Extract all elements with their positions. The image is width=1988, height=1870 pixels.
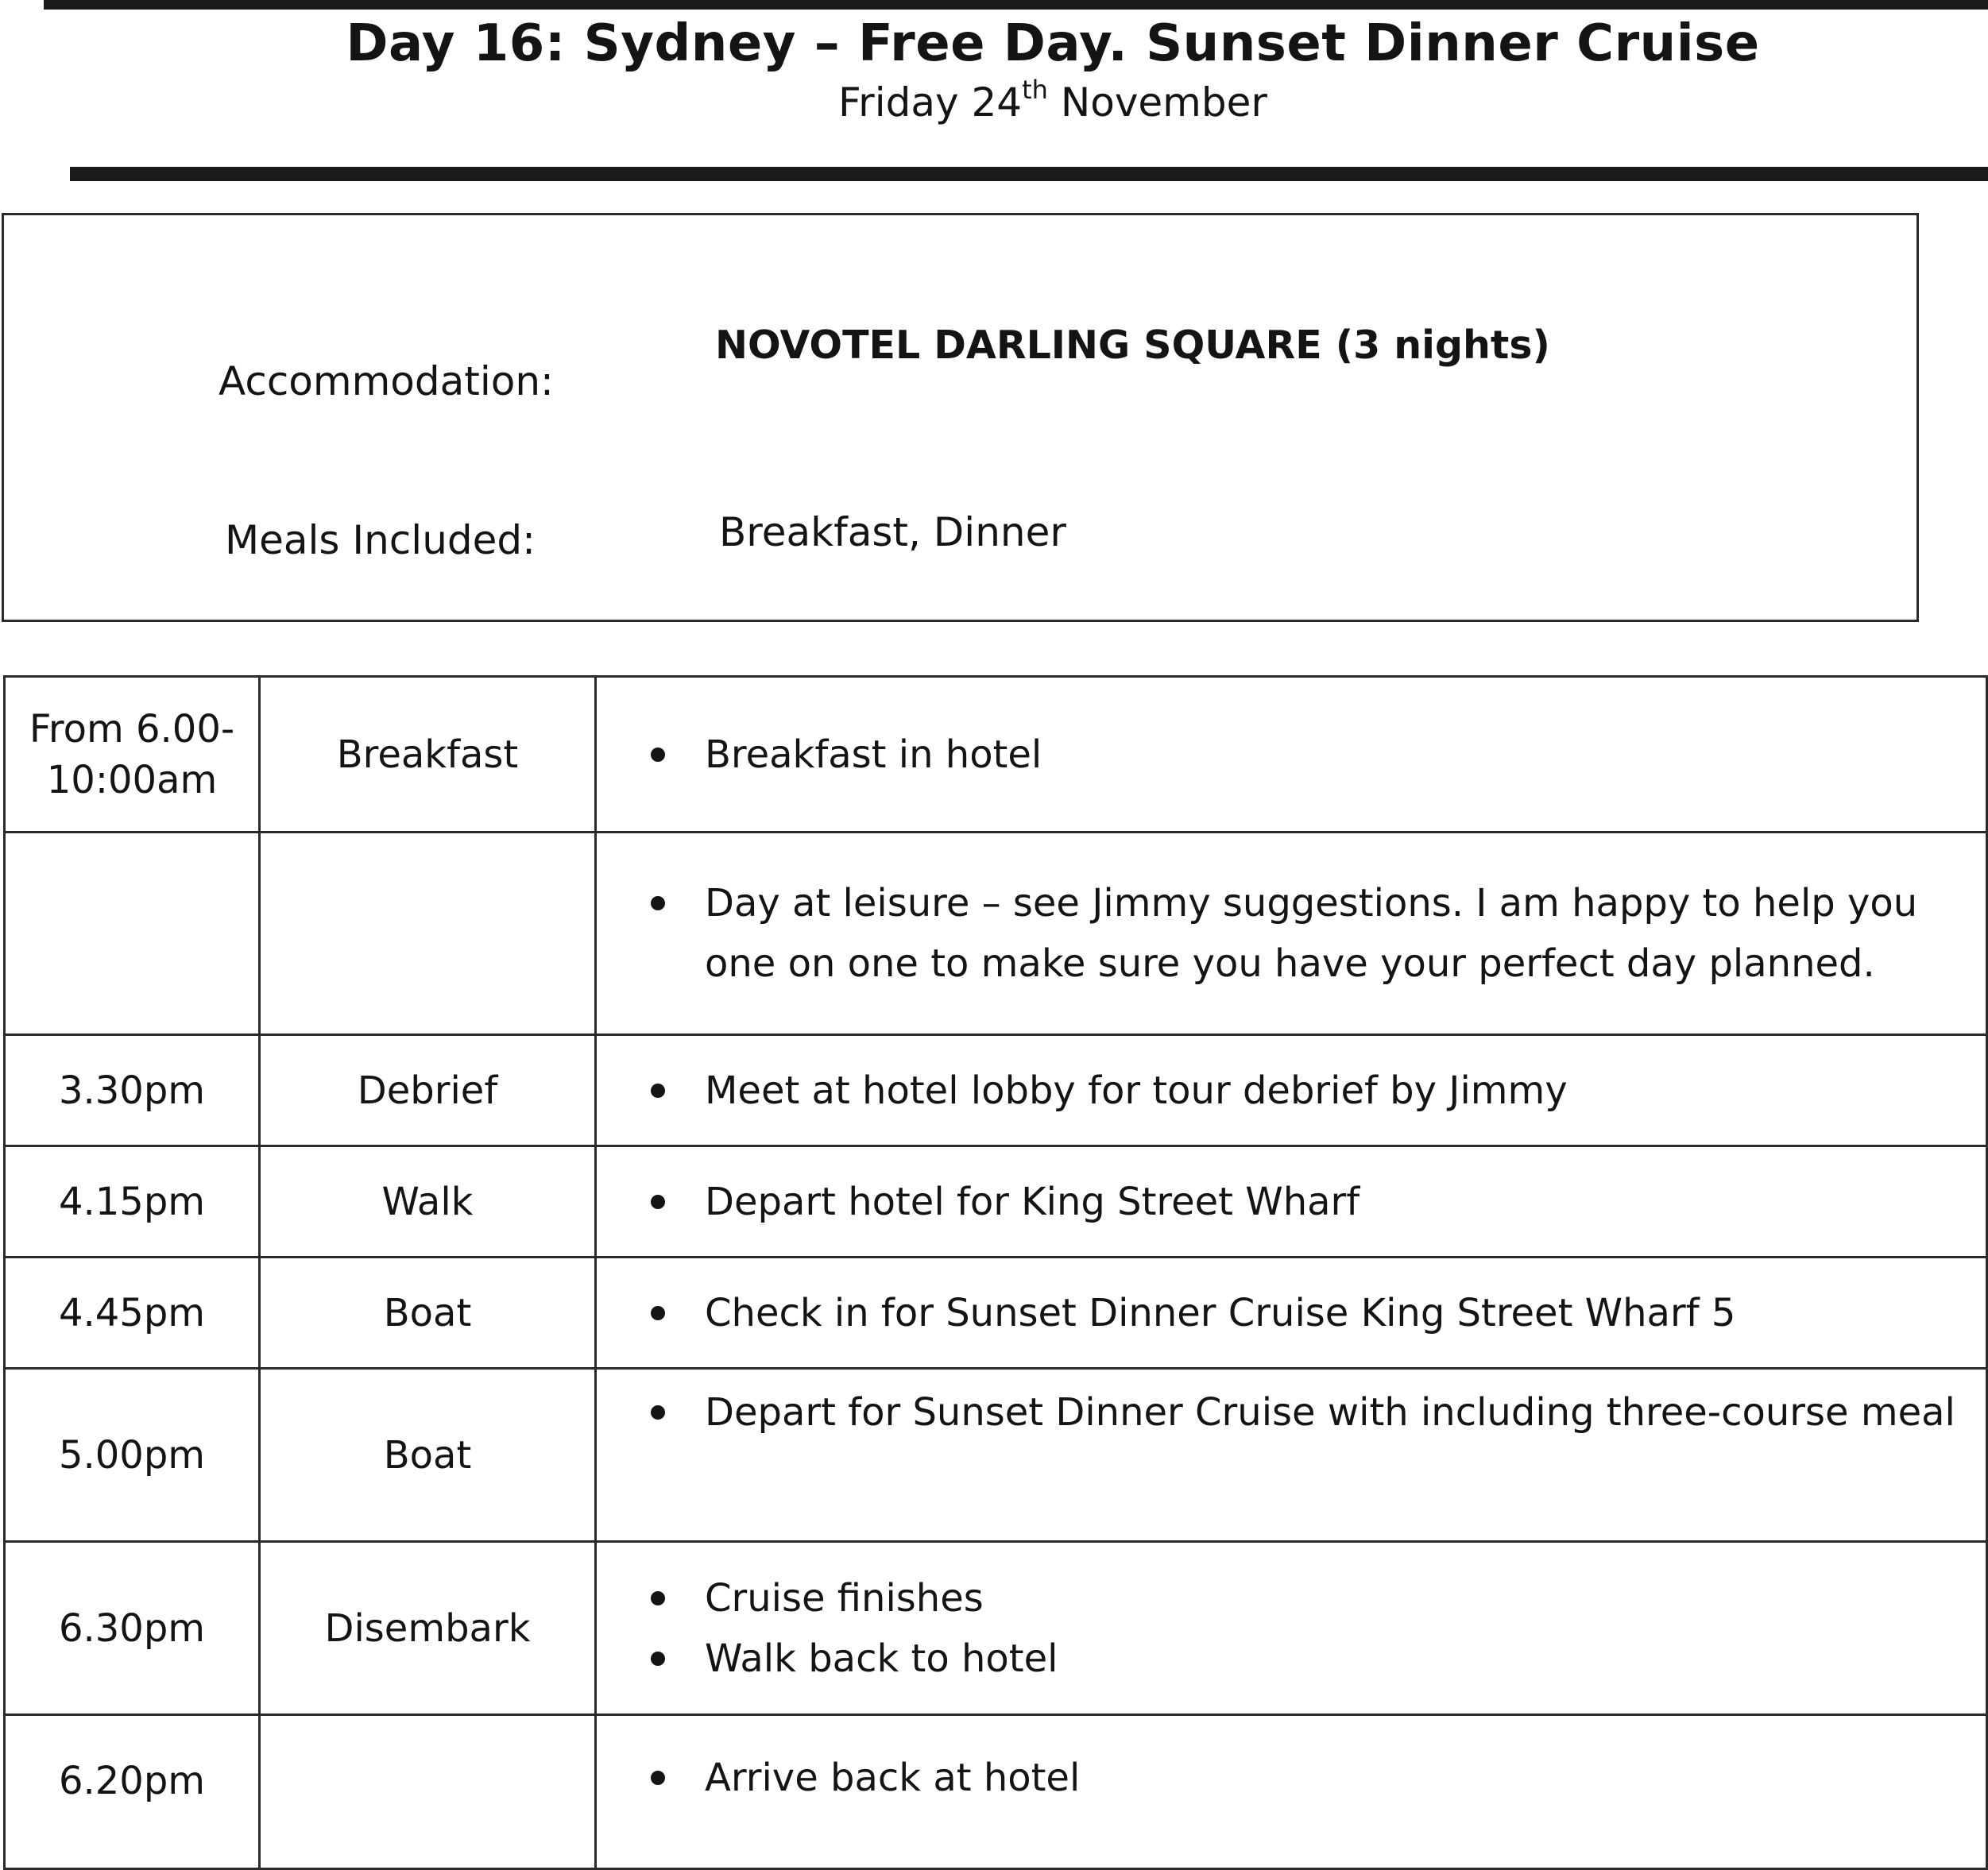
time-cell: 6.20pm — [5, 1715, 260, 1869]
table-row — [5, 1542, 1987, 1715]
bullet-item: Arrive back at hotel — [636, 1748, 1970, 1808]
meals-value: Breakfast, Dinner — [719, 509, 1066, 555]
bullet-list — [636, 1061, 1970, 1121]
bullet-list — [636, 873, 1970, 994]
page-date — [0, 75, 1988, 126]
top-rule — [44, 0, 1988, 10]
date-ordinal: th — [1022, 75, 1048, 105]
accommodation-label: Accommodation: — [219, 358, 554, 404]
time-cell: From 6.00-10:00am — [5, 677, 260, 833]
bullet-list — [636, 1283, 1970, 1343]
time-cell: 5.00pm — [5, 1369, 260, 1542]
table-row — [5, 677, 1987, 833]
time-cell: 4.45pm — [5, 1258, 260, 1369]
date-prefix: Friday 24 — [838, 79, 1023, 126]
activity-cell: Breakfast — [260, 677, 596, 833]
bullet-item: Day at leisure – see Jimmy suggestions. I am happy to help you one on one to make sure you have your perfect day planned. — [636, 873, 1970, 994]
description-cell — [596, 1258, 1987, 1369]
bullet-list — [636, 1172, 1970, 1232]
description-cell — [596, 1542, 1987, 1715]
time-cell: 4.15pm — [5, 1146, 260, 1258]
bullet-list — [636, 1568, 1970, 1689]
description-cell — [596, 833, 1987, 1035]
activity-cell: Boat — [260, 1258, 596, 1369]
activity-cell: Disembark — [260, 1542, 596, 1715]
bullet-item: Meet at hotel lobby for tour debrief by Jimmy — [636, 1061, 1970, 1121]
activity-cell: Debrief — [260, 1035, 596, 1146]
time-cell — [5, 833, 260, 1035]
time-cell: 6.30pm — [5, 1542, 260, 1715]
table-row — [5, 1369, 1987, 1542]
description-cell — [596, 1035, 1987, 1146]
accommodation-value: NOVOTEL DARLING SQUARE (3 nights) — [715, 323, 1550, 368]
bullet-item: Walk back to hotel — [636, 1629, 1970, 1689]
description-cell — [596, 1715, 1987, 1869]
bullet-item: Check in for Sunset Dinner Cruise King Street Wharf 5 — [636, 1283, 1970, 1343]
table-row — [5, 833, 1987, 1035]
activity-cell: Walk — [260, 1146, 596, 1258]
table-row — [5, 1146, 1987, 1258]
date-suffix: November — [1047, 79, 1267, 126]
bullet-item: Depart for Sunset Dinner Cruise with including three-course meal — [636, 1382, 1970, 1443]
accommodation-box — [2, 213, 1919, 622]
activity-cell — [260, 833, 596, 1035]
bullet-item: Cruise finishes — [636, 1568, 1970, 1629]
activity-cell — [260, 1715, 596, 1869]
bullet-list — [636, 724, 1970, 785]
page-title: Day 16: Sydney – Free Day. Sunset Dinner Cruise — [346, 14, 1760, 73]
description-cell — [596, 1146, 1987, 1258]
schedule-table — [3, 675, 1988, 1870]
table-row — [5, 1258, 1987, 1369]
table-row — [5, 1715, 1987, 1869]
time-cell: 3.30pm — [5, 1035, 260, 1146]
bullet-list — [636, 1748, 1970, 1808]
bullet-list — [636, 1382, 1970, 1443]
description-cell — [596, 677, 1987, 833]
activity-cell: Boat — [260, 1369, 596, 1542]
description-cell — [596, 1369, 1987, 1542]
meals-label: Meals Included: — [225, 517, 536, 563]
bullet-item: Depart hotel for King Street Wharf — [636, 1172, 1970, 1232]
table-row — [5, 1035, 1987, 1146]
bullet-item: Breakfast in hotel — [636, 724, 1970, 785]
header-rule — [70, 167, 1988, 181]
